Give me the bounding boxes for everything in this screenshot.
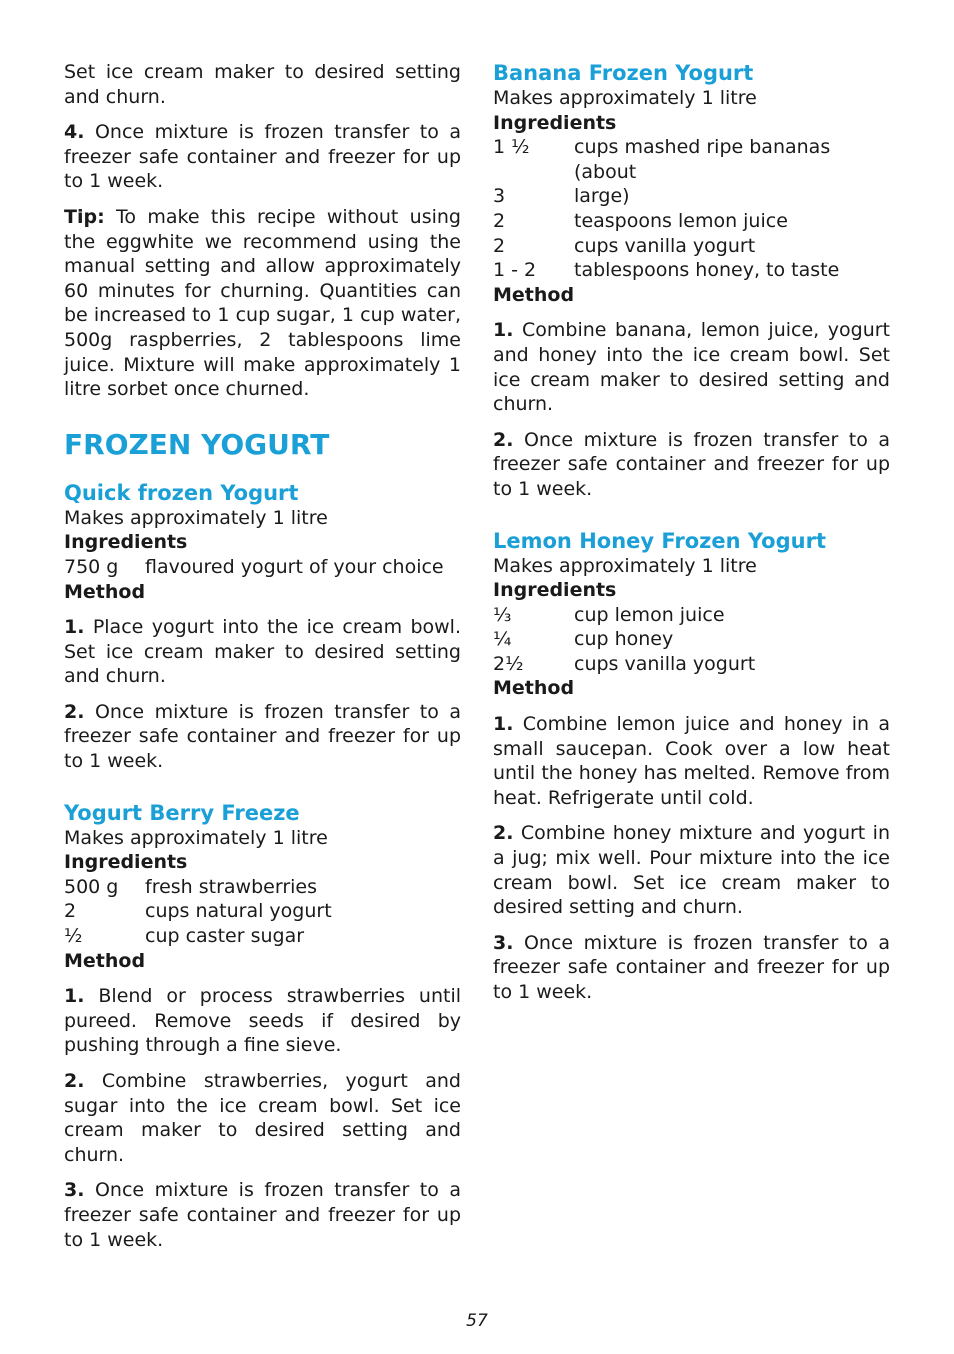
tip-label: Tip:: [64, 205, 105, 228]
ingredient-row: [493, 627, 890, 652]
recipe-title: Lemon Honey Frozen Yogurt: [493, 528, 826, 553]
right-column: [493, 60, 890, 1005]
step-text: Once mixture is frozen transfer to a freezer safe container and freezer for up to 1 week.: [64, 1179, 461, 1251]
ingredient-qty: ¼: [493, 628, 512, 651]
ingredient-qty: 750 g: [64, 555, 119, 578]
ingredient-row: [493, 652, 890, 677]
tip-text: To make this recipe without using the eggwhite we recommend using the manual setting and allow approximately 60 minutes for churning. Quantities can be increased to 1 cup sugar, 1 cup water, 500g raspberries, 2 tablespoons lime juice. Mixture will make approximately 1 litre sorbet once churned.: [64, 205, 461, 401]
ingredient-item: cup lemon juice: [574, 603, 725, 626]
recipe-quick-frozen-yogurt: [64, 480, 461, 774]
step-text: Once mixture is frozen transfer to a freezer safe container and freezer for up to 1 week.: [64, 121, 461, 193]
ingredient-item: flavoured yogurt of your choice: [145, 555, 444, 578]
step-number: 2.: [64, 1070, 85, 1092]
step-number: 4.: [64, 121, 85, 144]
ingredient-qty: ½: [64, 925, 83, 948]
step-number: 3.: [493, 931, 514, 954]
recipe-title: Quick frozen Yogurt: [64, 480, 299, 505]
recipe-banana-frozen-yogurt: [493, 60, 890, 502]
method-heading: Method: [64, 580, 146, 603]
method-step: [493, 428, 890, 502]
ingredient-qty: 3: [493, 185, 506, 208]
ingredient-item: cups vanilla yogurt: [574, 234, 756, 257]
step-text: Place yogurt into the ice cream bowl. Set ice cream maker to desired setting and churn.: [64, 616, 461, 688]
step-number: 3.: [64, 1179, 85, 1202]
ingredient-row: [64, 555, 461, 580]
ingredient-row: [493, 135, 890, 184]
step-number: 2.: [64, 700, 85, 723]
ingredient-item: large): [574, 185, 630, 208]
step-text: Once mixture is frozen transfer to a freezer safe container and freezer for up to 1 week.: [493, 931, 890, 1003]
ingredient-row: [493, 234, 890, 259]
method-heading: Method: [64, 949, 146, 972]
recipe-lemon-honey-frozen-yogurt: [493, 528, 890, 1005]
method-heading: Method: [493, 283, 575, 306]
ingredient-item: teaspoons lemon juice: [574, 209, 788, 232]
ingredient-item: tablespoons honey, to taste: [574, 259, 840, 282]
method-step: [493, 931, 890, 1005]
ingredient-item: cups mashed ripe bananas (about: [574, 136, 831, 183]
ingredient-item: cup honey: [574, 628, 674, 651]
tip-paragraph: [64, 205, 461, 402]
step-text: Once mixture is frozen transfer to a freezer safe container and freezer for up to 1 week.: [64, 700, 461, 773]
ingredients-heading: Ingredients: [493, 579, 617, 602]
step-number: 1.: [493, 319, 514, 342]
recipe-title: Banana Frozen Yogurt: [493, 61, 754, 85]
ingredient-row: [64, 899, 461, 924]
ingredient-qty: 2: [64, 900, 77, 923]
recipe-yogurt-berry-freeze: [64, 800, 461, 1253]
ingredient-item: cup caster sugar: [145, 925, 305, 948]
ingredient-qty: ⅓: [493, 603, 512, 626]
ingredients-heading: Ingredients: [64, 851, 188, 874]
page-number: 57: [466, 1311, 488, 1331]
ingredient-qty: 1 ½: [493, 136, 530, 159]
recipe-yield: Makes approximately 1 litre: [493, 87, 757, 109]
ingredient-row: [493, 258, 890, 283]
step-number: 2.: [493, 428, 514, 451]
ingredient-qty: 2½: [493, 652, 524, 675]
ingredient-qty: 2: [493, 209, 506, 232]
step-text: Combine strawberries, yogurt and sugar into the ice cream bowl. Set ice cream maker to desired setting and churn.: [64, 1070, 461, 1166]
step-number: 1.: [64, 985, 85, 1008]
step-text: Combine banana, lemon juice, yogurt and honey into the ice cream bowl. Set ice cream maker to desired setting and churn.: [493, 319, 890, 416]
ingredients-heading: Ingredients: [493, 111, 617, 134]
ingredient-item: cups natural yogurt: [145, 900, 332, 923]
step-number: 1.: [64, 616, 85, 639]
method-step: [493, 821, 890, 919]
recipe-yield: Makes approximately 1 litre: [64, 826, 328, 849]
ingredient-row: [64, 875, 461, 900]
method-step: [64, 1178, 461, 1252]
ingredient-qty: 1 - 2: [493, 259, 537, 282]
method-step: [64, 615, 461, 689]
method-step: [493, 318, 890, 416]
method-step: [493, 712, 890, 810]
method-step: [64, 984, 461, 1058]
step-text: Once mixture is frozen transfer to a freezer safe container and freezer for up to 1 week.: [493, 428, 890, 500]
method-heading: Method: [493, 677, 575, 700]
recipe-yield: Makes approximately 1 litre: [493, 554, 757, 577]
ingredient-item: cups vanilla yogurt: [574, 652, 756, 675]
step-text: Blend or process strawberries until pureed. Remove seeds if desired by pushing through a fine sieve.: [64, 985, 461, 1057]
ingredient-row: [64, 924, 461, 949]
ingredient-row: [493, 184, 890, 209]
recipe-yield: Makes approximately 1 litre: [64, 506, 328, 529]
step-number: 2.: [493, 822, 514, 845]
ingredient-qty: 500 g: [64, 875, 119, 898]
ingredient-item: fresh strawberries: [145, 875, 318, 898]
step-number: 1.: [493, 713, 514, 736]
ingredient-row: [493, 603, 890, 628]
left-column: [64, 60, 461, 1252]
ingredient-row: [493, 209, 890, 234]
intro-text: Set ice cream maker to desired setting and churn.: [64, 61, 461, 108]
step-text: Combine honey mixture and yogurt in a jug; mix well. Pour mixture into the ice cream bowl. Set ice cream maker to desired setting and churn.: [493, 822, 890, 919]
recipe-title: Yogurt Berry Freeze: [64, 800, 300, 825]
sorbet-step-4: [64, 120, 461, 194]
ingredient-qty: 2: [493, 234, 506, 257]
section-title: FROZEN YOGURT: [64, 427, 330, 461]
step-text: Combine lemon juice and honey in a small saucepan. Cook over a low heat until the honey has melted. Remove from heat. Refrigerate until cold.: [493, 713, 890, 809]
ingredients-heading: Ingredients: [64, 531, 188, 554]
method-step: [64, 700, 461, 774]
method-step: [64, 1069, 461, 1167]
